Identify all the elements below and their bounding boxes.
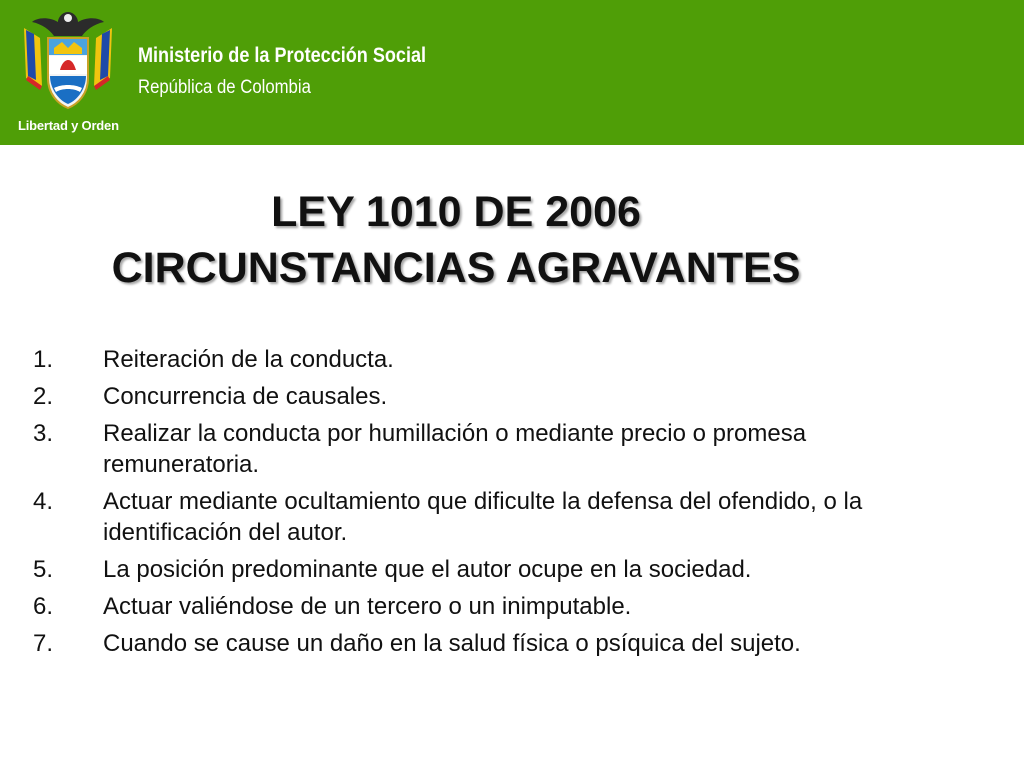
item-number: 3.: [33, 420, 54, 447]
item-number: 1.: [33, 346, 54, 373]
title-line-1: LEY 1010 DE 2006: [271, 188, 641, 236]
title-line-2: CIRCUNSTANCIAS AGRAVANTES: [111, 244, 801, 292]
item-number: 2.: [33, 383, 54, 410]
item-number: 5.: [33, 556, 54, 583]
item-text: Realizar la conducta por humillación o mediante precio o promesa remuneratoria.: [103, 420, 807, 478]
list-item: [33, 344, 933, 375]
item-text: Cuando se cause un daño en la salud física o psíquica del sujeto.: [103, 630, 801, 657]
list-item: [33, 554, 933, 585]
list-item: [33, 591, 933, 622]
item-text: Actuar valiéndose de un tercero o un inimputable.: [103, 593, 632, 620]
list-item: [33, 486, 933, 548]
item-text: Concurrencia de causales.: [103, 383, 388, 410]
item-number: 6.: [33, 593, 54, 620]
list-item: [33, 381, 933, 412]
aggravating-circumstances-list: [33, 344, 933, 665]
item-text: Actuar mediante ocultamiento que dificulte la defensa del ofendido, o la identificación del autor.: [103, 488, 863, 546]
coat-of-arms-colombia-icon: [18, 8, 118, 138]
list-item: [33, 628, 933, 659]
republic-name: República de Colombia: [138, 77, 311, 98]
item-text: La posición predominante que el autor ocupe en la sociedad.: [103, 556, 752, 583]
header-bar: [0, 0, 1024, 145]
item-number: 4.: [33, 488, 54, 515]
ministry-name: Ministerio de la Protección Social: [138, 44, 427, 67]
slide-title: [0, 184, 912, 296]
item-text: Reiteración de la conducta.: [103, 346, 394, 373]
item-number: 7.: [33, 630, 54, 657]
crest-motto: Libertad y Orden: [18, 118, 119, 133]
list-item: [33, 418, 933, 480]
